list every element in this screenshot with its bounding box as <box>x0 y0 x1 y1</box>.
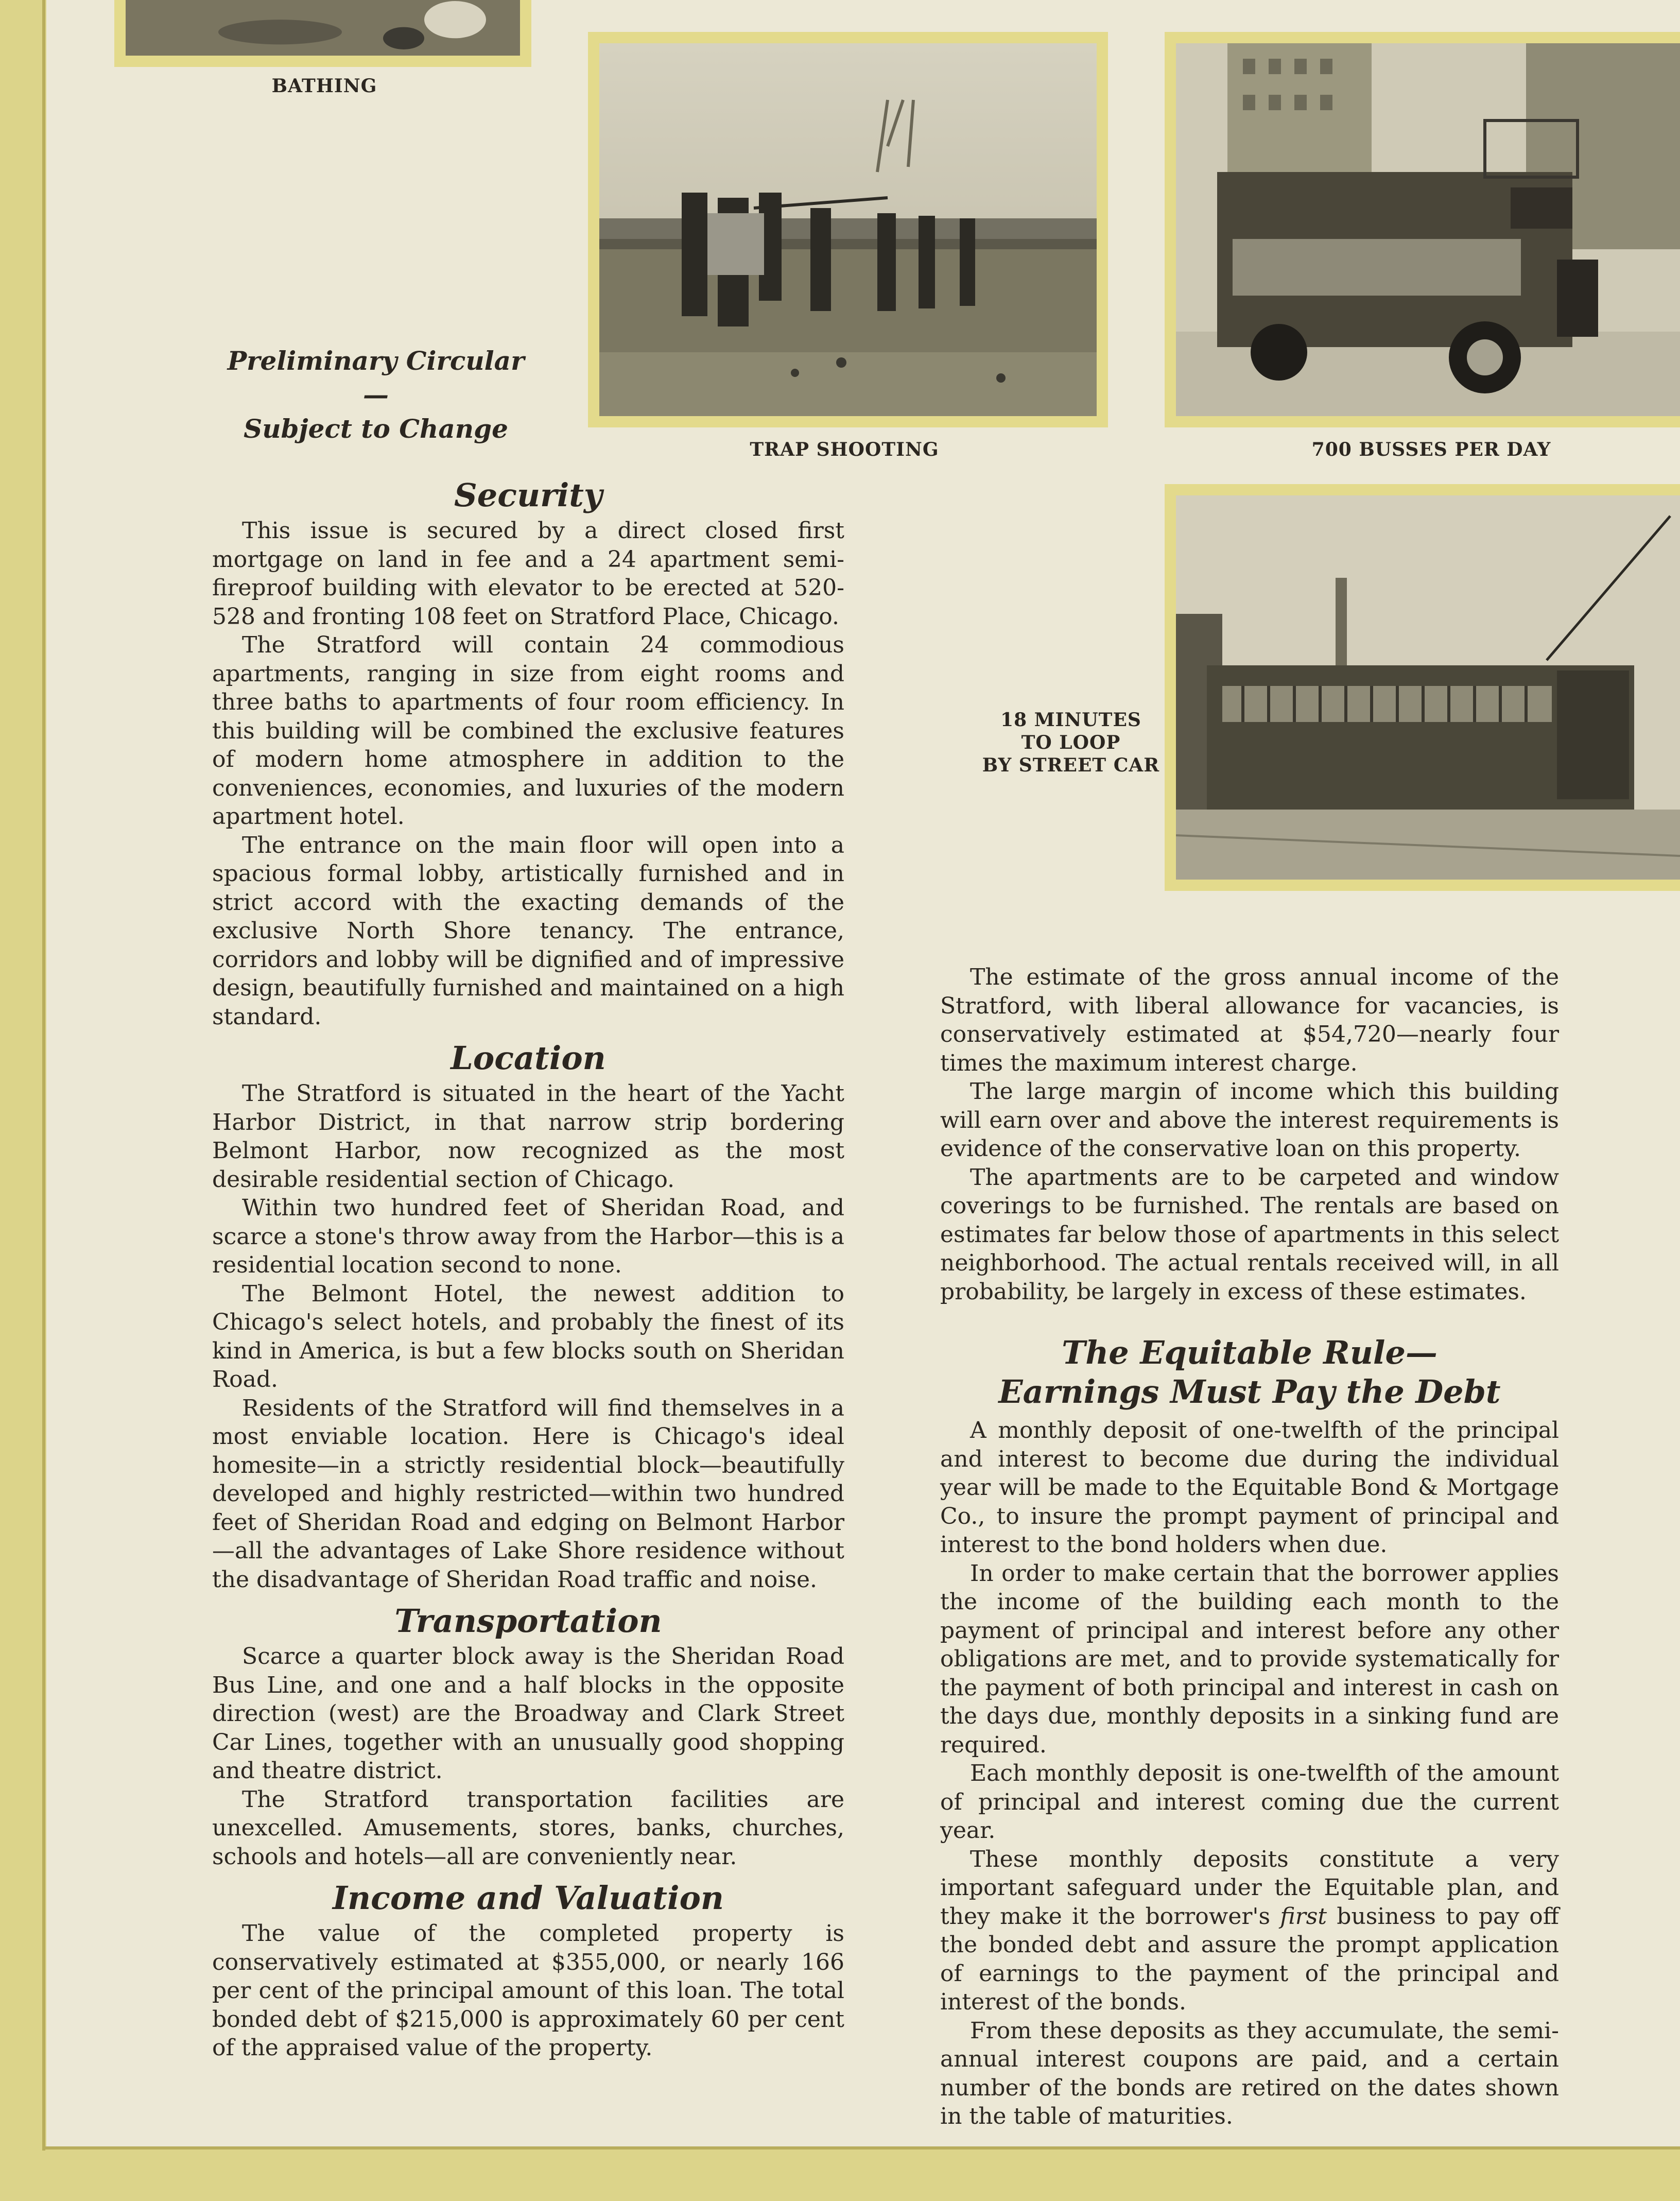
page-border-left <box>0 0 46 2201</box>
location-paragraph: Residents of the Stratford will find themselves in a most enviable location. Here is Chicago's ideal homesite—in a strictly residential block—beautifully developed and highly restricted—within two hundred feet of Sheridan Road and edging on Belmont Harbor—all the advantages of Lake Shore residence without the disadvantage of Sheridan Road traffic and noise. <box>212 1395 844 1593</box>
preliminary-note-line1: Preliminary Circular— <box>227 346 525 410</box>
caption-street-car-line1: 18 MINUTES <box>1000 709 1141 731</box>
rule-paragraph: In order to make certain that the borrower applies the income of the building each month to the payment of principal and interest before any other obligations are met, and to provide systematically for the payment of both principal and interest in cash on the days due, monthly deposits in a sinking fund are required. <box>940 1560 1559 1758</box>
rentals-paragraph: The apartments are to be carpeted and window coverings to be furnished. The rentals are based on estimates far below those of apartments in this select neighborhood. The actual rentals received will, in all probability, be largely in excess of these estimates. <box>940 1164 1559 1305</box>
border-rule-horizontal <box>42 2146 1680 2150</box>
rule-paragraph: Each monthly deposit is one-twelfth of the amount of principal and interest coming due the current year. <box>940 1760 1559 1844</box>
rule-paragraph: A monthly deposit of one-twelfth of the principal and interest to become due during the individual year will be made to the Equitable Bond & Mortgage Co., to insure the prompt payment of principal and interest to the bond holders when due. <box>940 1417 1559 1558</box>
heading-transportation: Transportation <box>394 1602 662 1640</box>
income-margin-paragraph: The large margin of income which this building will earn over and above the interest requirements is evidence of the conservative loan on this property. <box>940 1078 1559 1162</box>
rule-paragraph <box>940 1845 1559 2017</box>
right-column <box>940 963 1559 2131</box>
caption-busses: 700 BUSSES PER DAY <box>1311 439 1551 460</box>
location-paragraph: Within two hundred feet of Sheridan Road, and scarce a stone's throw away from the Harbor—this is a residential location second to none. <box>212 1195 844 1278</box>
rule-text: business to pay off the bonded debt and assure the prompt application of earnings to the payment of the principal and interest of the bonds. <box>940 1903 1559 2015</box>
heading-equitable-rule: The Equitable Rule— <box>1062 1334 1437 1371</box>
heading-security: Security <box>454 476 602 514</box>
photo-trap-shooting <box>588 32 1108 427</box>
income-paragraph: The value of the completed property is conservatively estimated at $355,000, or nearly 166 per cent of the principal amount of this loan. The total bonded debt of $215,000 is approximately 60 per cent of the appraised value of the property. <box>212 1920 844 2061</box>
caption-street-car <box>968 709 1174 777</box>
rule-text: These monthly deposits constitute a very important safeguard under the Equitable plan, and they make it the borrower's <box>940 1846 1559 1930</box>
income-estimate-paragraph: The estimate of the gross annual income of the Stratford, with liberal allowance for vacancies, is conservatively estimated at $54,720—nearly four times the maximum interest charge. <box>940 964 1559 1076</box>
photo-busses <box>1165 32 1680 427</box>
location-paragraph: The Belmont Hotel, the newest addition to Chicago's select hotels, and probably the finest of its kind in America, is but a few blocks south on Sheridan Road. <box>212 1280 844 1392</box>
border-rule-vertical <box>42 0 45 2151</box>
caption-trap-shooting: TRAP SHOOTING <box>750 439 939 460</box>
location-paragraph: The Stratford is situated in the heart of the Yacht Harbor District, in that narrow strip bordering Belmont Harbor, now recognized as the most desirable residential section of Chicago. <box>212 1080 844 1193</box>
security-paragraph: The Stratford will contain 24 commodious apartments, ranging in size from eight rooms and three baths to apartments of four room efficiency. In this building will be combined the exclusive features of modern home atmosphere in addition to the conveniences, economies, and luxuries of the modern apartment hotel. <box>212 632 844 830</box>
preliminary-note-line2: Subject to Change <box>244 414 508 444</box>
transportation-paragraph: Scarce a quarter block away is the Sheridan Road Bus Line, and one and a half blocks in the opposite direction (west) are the Broadway and Clark Street Car Lines, together with an unusually good shopping and theatre district. <box>212 1643 844 1784</box>
photo-bathing <box>114 0 531 67</box>
photo-street-car <box>1165 484 1680 891</box>
transportation-paragraph: The Stratford transportation facilities are unexcelled. Amusements, stores, banks, churches, schools and hotels—all are conveniently near. <box>212 1786 844 1870</box>
rule-paragraph: From these deposits as they accumulate, the semi-annual interest coupons are paid, and a certain number of the bonds are retired on the dates shown in the table of maturities. <box>940 2017 1559 2129</box>
rule-emphasis: first <box>1280 1903 1327 1930</box>
security-paragraph: The entrance on the main floor will open into a spacious formal lobby, artistically furnished and in strict accord with the exacting demands of the exclusive North Shore tenancy. The entrance, corridors and lobby will be dignified and of impressive design, beautifully furnished and maintained on a high standard. <box>212 832 844 1030</box>
page-border-bottom <box>0 2147 1680 2201</box>
heading-location: Location <box>451 1039 606 1077</box>
security-paragraph: This issue is secured by a direct closed first mortgage on land in fee and a 24 apartment semi-fireproof building with elevator to be erected at 520-528 and fronting 108 feet on Stratford Place, Chicago. <box>212 518 844 630</box>
caption-street-car-line2: TO LOOP <box>1021 732 1121 753</box>
caption-street-car-line3: BY STREET CAR <box>982 754 1160 776</box>
left-column <box>212 476 844 2062</box>
heading-income-valuation: Income and Valuation <box>332 1879 724 1917</box>
preliminary-note <box>227 344 525 446</box>
subheading-earnings: Earnings Must Pay the Debt <box>998 1373 1501 1411</box>
caption-bathing: BATHING <box>271 75 377 97</box>
